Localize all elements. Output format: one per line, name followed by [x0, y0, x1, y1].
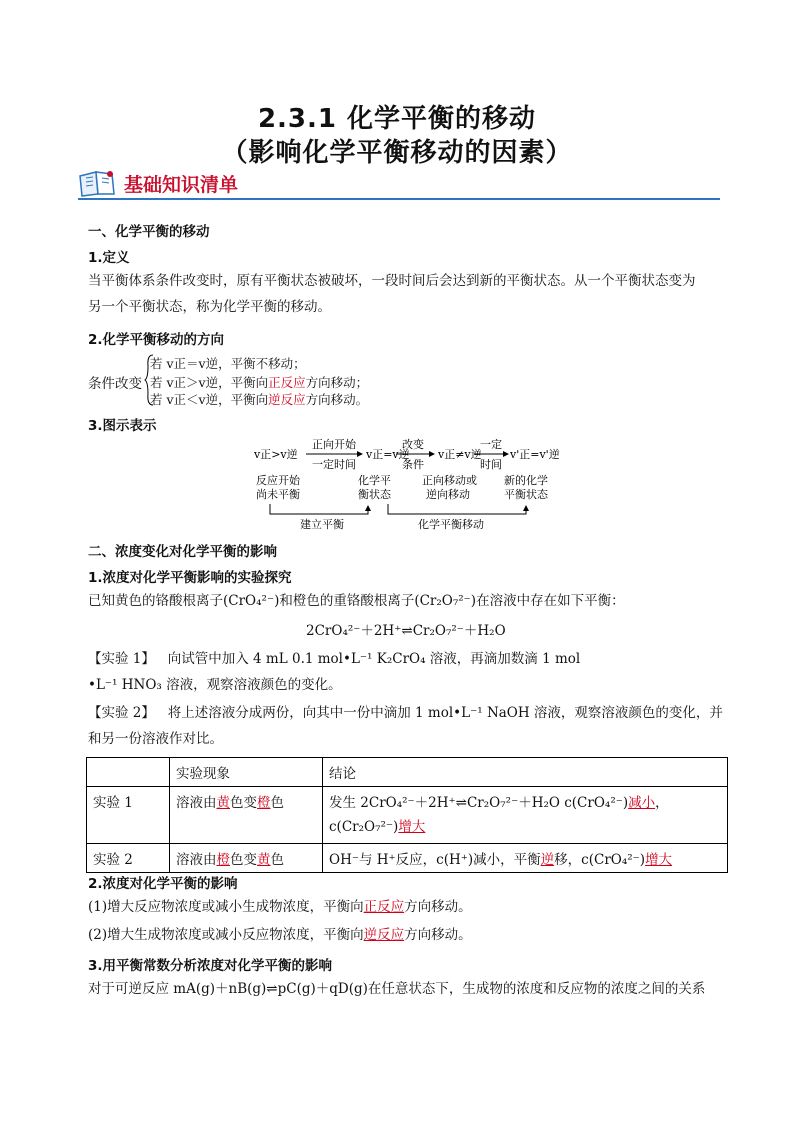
case-line: 若 v正＝v逆，平衡不移动； — [150, 356, 306, 371]
bracket-arrow — [270, 504, 368, 514]
section-banner-label: 基础知识清单 — [124, 174, 239, 196]
table-header: 结论 — [323, 758, 728, 787]
paragraph: 已知黄色的铬酸根离子(CrO₄²⁻)和橙色的重铬酸根离子(Cr₂O₇²⁻)在溶液中存在如下平衡： — [88, 593, 625, 609]
stage-label: 正向移动或 — [422, 474, 477, 487]
page-title: 2.3.1 化学平衡的移动 — [257, 104, 537, 134]
paragraph: •L⁻¹ HNO₃ 溶液，观察溶液颜色的变化。 — [88, 677, 342, 693]
paragraph: 另一个平衡状态，称为化学平衡的移动。 — [88, 299, 331, 315]
table-cell: 发生 2CrO₄²⁻＋2H⁺⇌Cr₂O₇²⁻＋H₂O c(CrO₄²⁻)减小，c(Cr₂O₇²⁻)增大 — [323, 787, 728, 844]
book-icon — [78, 168, 118, 198]
banner-divider — [78, 198, 720, 200]
arrow-label: 改变 — [402, 438, 424, 451]
stage-label: 衡状态 — [358, 488, 391, 501]
paragraph: 当平衡体系条件改变时，原有平衡状态被破坏，一段时间后会达到新的平衡状态。从一个平衡状态变为 — [88, 273, 696, 289]
table-header: 实验现象 — [170, 758, 323, 787]
table-row — [87, 844, 728, 873]
table-row — [87, 787, 728, 844]
arrow-label: 一定时间 — [312, 458, 356, 471]
sub-heading: 1.浓度对化学平衡影响的实验探究 — [88, 570, 292, 586]
table-cell: 实验 2 — [87, 844, 170, 873]
experiment-1: 【实验 1】 向试管中加入 4 mL 0.1 mol•L⁻¹ K₂CrO₄ 溶液，再滴加数滴 1 mol — [88, 651, 581, 667]
condition-label: 条件改变 — [88, 376, 142, 392]
paragraph: 和另一份溶液作对比。 — [88, 731, 223, 747]
equilibrium-flow-diagram — [250, 436, 570, 536]
table-cell: 溶液由黄色变橙色 — [170, 787, 323, 844]
stage-label: 逆向移动 — [426, 488, 470, 501]
state-label: v正=v逆 — [366, 448, 410, 461]
experiment-table — [86, 757, 728, 873]
sub-heading: 2.化学平衡移动的方向 — [88, 332, 225, 348]
table-cell: OH⁻与 H⁺反应，c(H⁺)减小，平衡逆移，c(CrO₄²⁻)增大 — [323, 844, 728, 873]
state-label: v正≠v逆 — [438, 448, 482, 461]
stage-label: 化学平 — [358, 474, 391, 487]
bracket-label: 化学平衡移动 — [418, 518, 484, 531]
section-heading: 一、化学平衡的移动 — [88, 224, 210, 240]
case-line: 若 v正＜v逆，平衡向逆反应方向移动。 — [150, 392, 369, 407]
table-header-row — [87, 758, 728, 787]
equation: 2CrO₄²⁻＋2H⁺⇌Cr₂O₇²⁻＋H₂O — [306, 623, 506, 639]
arrow-label: 条件 — [402, 458, 424, 471]
stage-label: 反应开始 — [256, 474, 300, 487]
arrow-label: 一定 — [480, 438, 502, 451]
sub-heading: 3.图示表示 — [88, 418, 157, 434]
table-cell: 溶液由橙色变黄色 — [170, 844, 323, 873]
page-subtitle: （影响化学平衡移动的因素） — [221, 138, 573, 168]
bracket-arrow — [388, 504, 526, 514]
stage-label: 新的化学 — [504, 474, 548, 487]
arrow-label: 时间 — [480, 458, 502, 471]
state-label: v'正=v'逆 — [510, 448, 560, 461]
table-cell: 实验 1 — [87, 787, 170, 844]
section-heading: 二、浓度变化对化学平衡的影响 — [88, 544, 277, 560]
state-label: v正>v逆 — [254, 448, 298, 461]
sub-heading: 2.浓度对化学平衡的影响 — [88, 876, 238, 892]
paragraph: 对于可逆反应 mA(g)＋nB(g)⇌pC(g)＋qD(g)在任意状态下，生成物的浓度和反应物的浓度之间的关系 — [88, 981, 706, 997]
stage-label: 尚未平衡 — [256, 488, 300, 501]
rule-line: (2)增大生成物浓度或减小反应物浓度，平衡向逆反应方向移动。 — [88, 927, 472, 943]
rule-line: (1)增大反应物浓度或减小生成物浓度，平衡向正反应方向移动。 — [88, 899, 472, 915]
case-line: 若 v正＞v逆，平衡向正反应方向移动； — [150, 375, 369, 390]
bracket-label: 建立平衡 — [300, 518, 344, 531]
experiment-2: 【实验 2】 将上述溶液分成两份，向其中一份中滴加 1 mol•L⁻¹ NaOH 溶液，观察溶液颜色的变化，并 — [88, 705, 723, 721]
sub-heading: 1.定义 — [88, 250, 130, 266]
sub-heading: 3.用平衡常数分析浓度对化学平衡的影响 — [88, 958, 333, 974]
arrow-label: 正向开始 — [312, 438, 356, 451]
stage-label: 平衡状态 — [504, 488, 548, 501]
table-header — [87, 758, 170, 787]
